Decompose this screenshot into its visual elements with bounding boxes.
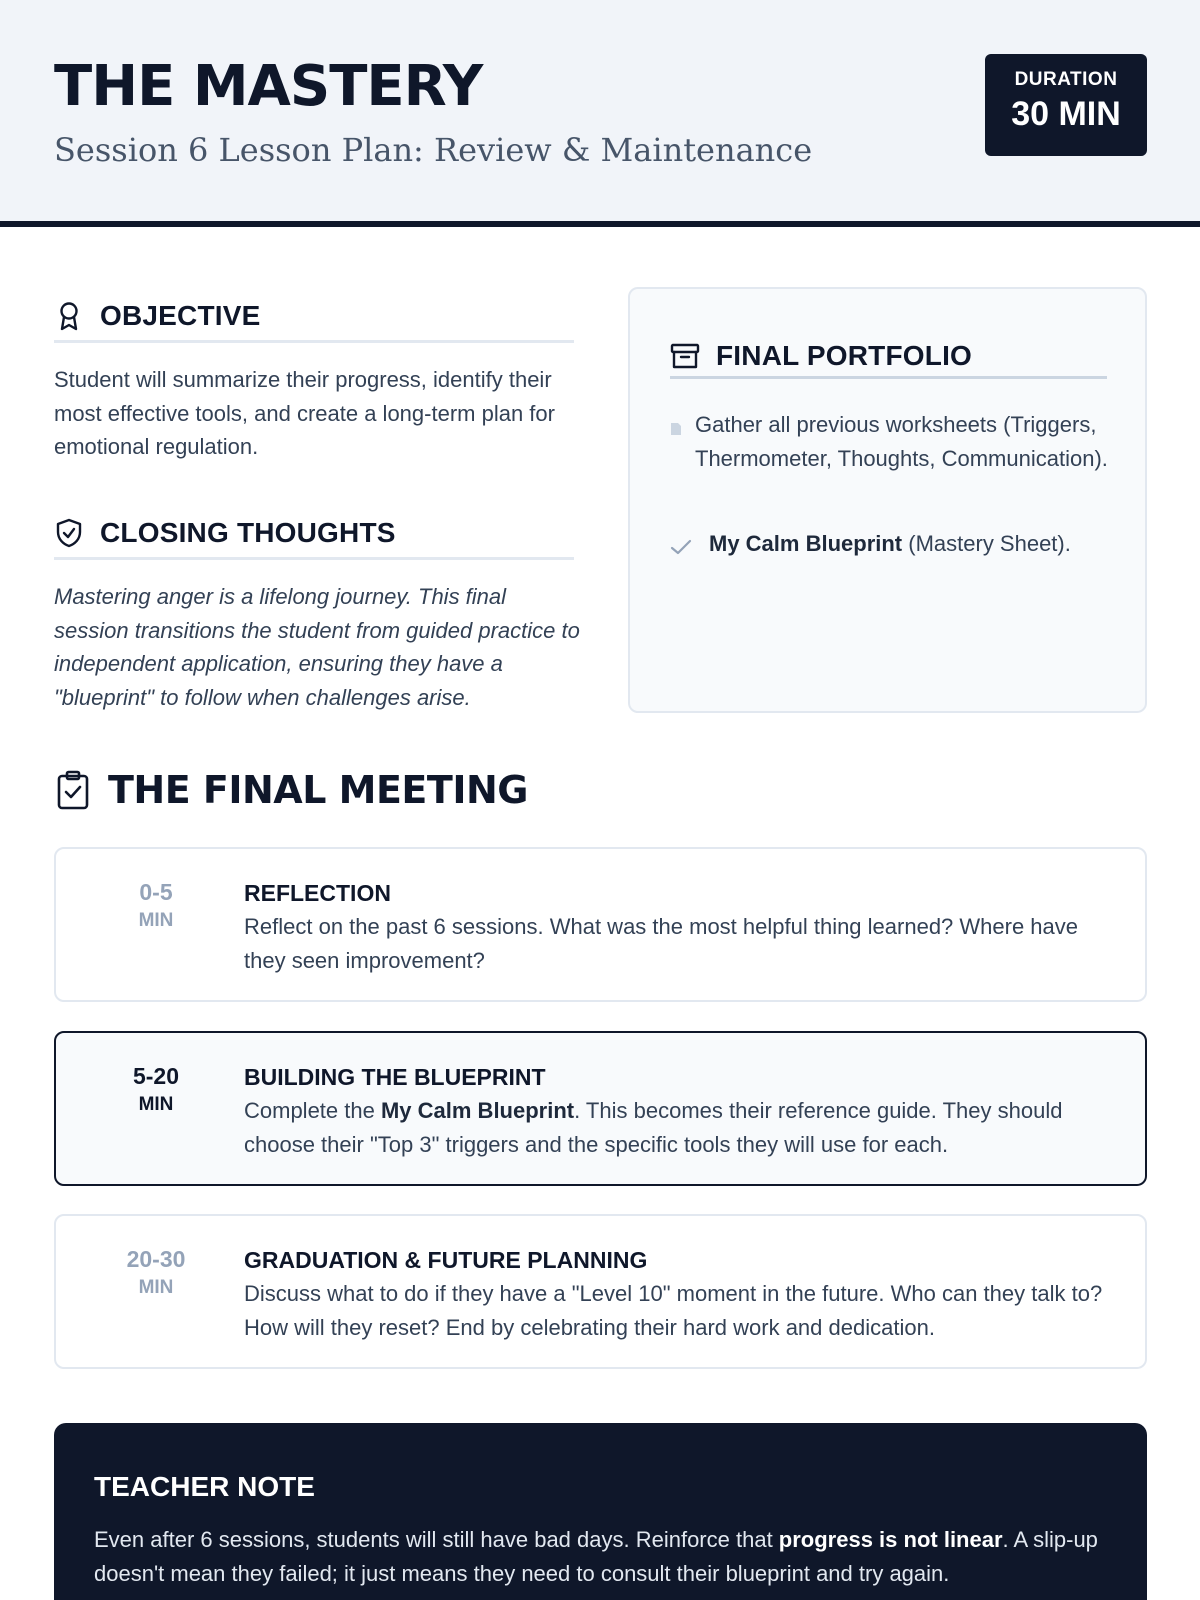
check-icon	[670, 533, 692, 567]
portfolio-item-bold: My Calm Blueprint	[709, 531, 903, 556]
step-description-bold: My Calm Blueprint	[380, 1098, 575, 1123]
archive-box-icon	[670, 341, 700, 371]
step-description	[244, 910, 1114, 977]
closing-thoughts-heading	[54, 508, 574, 560]
page-title: THE MASTERY	[54, 54, 483, 119]
closing-thoughts-text: Mastering anger is a lifelong journey. This final session transitions the student from guided practice to independent application, ensuring they have a "blueprint" to follow when challenges arise.	[54, 584, 580, 710]
step-description-text: Complete the	[244, 1098, 381, 1123]
teacher-note-bold: progress is not linear	[778, 1527, 1003, 1552]
step-time-unit: MIN	[138, 1277, 174, 1298]
duration-value: 30 MIN	[1011, 95, 1121, 133]
step-time-unit: MIN	[138, 1094, 174, 1115]
portfolio-item	[670, 527, 1130, 561]
step-time	[96, 1061, 216, 1119]
final-meeting-heading	[54, 768, 528, 812]
step-time-range: 0-5	[139, 879, 173, 905]
step-time-range: 20-30	[126, 1246, 186, 1272]
final-meeting-title: THE FINAL MEETING	[108, 768, 528, 812]
shield-check-icon	[54, 518, 84, 548]
document-icon	[670, 412, 682, 446]
step-time-unit: MIN	[138, 910, 174, 931]
page-header	[0, 0, 1200, 227]
step-title: BUILDING THE BLUEPRINT	[244, 1064, 546, 1090]
step-description-text: . This becomes their reference guide. They should choose their "Top 3" triggers and the specific tools they will use for each.	[244, 1098, 1063, 1157]
step-time	[96, 1244, 216, 1302]
step-description-text: Discuss what to do if they have a "Level 10" moment in the future. Who can they talk to? How will they reset? End by celebrating their hard work and dedication.	[244, 1281, 1103, 1340]
step-time-range: 5-20	[132, 1063, 180, 1089]
clipboard-check-icon	[54, 770, 92, 810]
teacher-note-text-part: . A slip-up doesn't mean they failed; it just means they need to consult their blueprint and try again.	[94, 1527, 1098, 1586]
award-ribbon-icon	[54, 301, 84, 331]
teacher-note-text-part: Even after 6 sessions, students will still have bad days. Reinforce that	[94, 1527, 779, 1552]
duration-badge	[985, 54, 1147, 156]
teacher-note-title: TEACHER NOTE	[94, 1471, 315, 1502]
final-portfolio-heading	[670, 335, 1107, 379]
portfolio-item-text: Gather all previous worksheets (Triggers, Thermometer, Thoughts, Communication).	[695, 412, 1108, 471]
step-card-building-blueprint	[54, 1031, 1147, 1186]
step-description	[244, 1094, 1114, 1161]
closing-thoughts-title: CLOSING THOUGHTS	[100, 516, 396, 548]
step-title: GRADUATION & FUTURE PLANNING	[244, 1247, 648, 1273]
step-time	[96, 877, 216, 935]
step-card-graduation	[54, 1214, 1147, 1369]
page-subtitle: Session 6 Lesson Plan: Review & Maintenance	[54, 131, 813, 169]
teacher-note-card	[54, 1423, 1147, 1600]
objective-text: Student will summarize their progress, identify their most effective tools, and create a long-term plan for emotional regulation.	[54, 367, 555, 459]
portfolio-item-text: (Mastery Sheet).	[902, 531, 1071, 556]
teacher-note-text	[94, 1523, 1114, 1590]
objective-heading	[54, 291, 574, 343]
final-portfolio-card	[628, 287, 1147, 713]
objective-title: OBJECTIVE	[100, 299, 261, 331]
step-description-text: Reflect on the past 6 sessions. What was the most helpful thing learned? Where have they seen improvement?	[244, 914, 1079, 973]
step-description	[244, 1277, 1114, 1344]
duration-label: DURATION	[1014, 69, 1118, 90]
step-title: REFLECTION	[244, 880, 391, 906]
final-portfolio-title: FINAL PORTFOLIO	[716, 339, 973, 371]
portfolio-item	[670, 408, 1110, 475]
step-card-reflection	[54, 847, 1147, 1002]
